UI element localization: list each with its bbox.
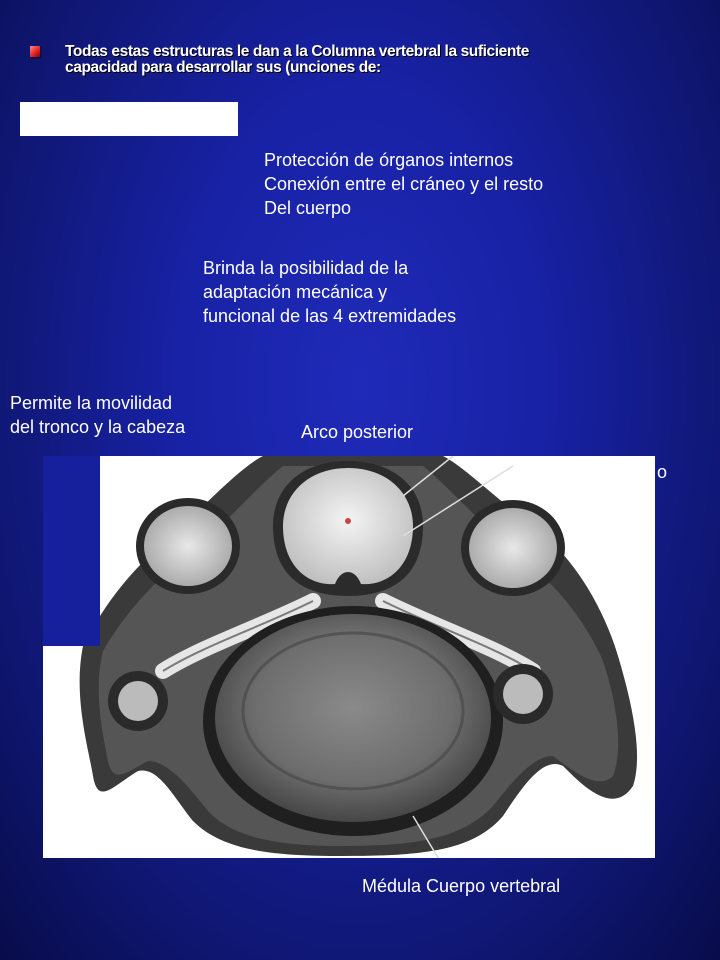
label-medula-cuerpo [362, 874, 560, 898]
spinal-cord [283, 468, 413, 584]
function-proteccion-line-2: Conexión entre el cráneo y el resto [264, 174, 544, 194]
function-movilidad-line-2: del tronco y la cabeza [10, 417, 186, 437]
vertebra-cross-section-image [43, 456, 655, 858]
function-adaptacion-line-1: Brinda la posibilidad de la [203, 258, 409, 278]
figure-corner-mask [43, 456, 100, 646]
function-adaptacion [203, 256, 456, 328]
label-cut-off [657, 460, 667, 484]
function-movilidad [10, 391, 185, 439]
function-adaptacion-line-3: funcional de las 4 extremidades [203, 306, 457, 326]
intro-line-2: capacidad para desarrollar sus (unciones de: [65, 59, 381, 76]
vertebra-illustration [43, 456, 655, 858]
vertebral-body [215, 614, 491, 822]
label-arco-posterior-text: Arco posterior [301, 422, 414, 442]
label-medula-cuerpo-text: Médula Cuerpo vertebral [362, 876, 561, 896]
blank-white-box [20, 102, 238, 136]
intro-text [65, 44, 705, 76]
intro-line-1: Todas estas estructuras le dan a la Columna vertebral la suficiente [65, 43, 529, 60]
label-cut-off-text: o [657, 462, 668, 482]
label-arco-posterior [301, 420, 413, 444]
function-proteccion-line-3: Del cuerpo [264, 198, 352, 218]
function-proteccion [264, 148, 543, 220]
function-adaptacion-line-2: adaptación mecánica y [203, 282, 388, 302]
function-movilidad-line-1: Permite la movilidad [10, 393, 173, 413]
function-proteccion-line-1: Protección de órganos internos [264, 150, 514, 170]
bullet-icon [30, 46, 40, 57]
